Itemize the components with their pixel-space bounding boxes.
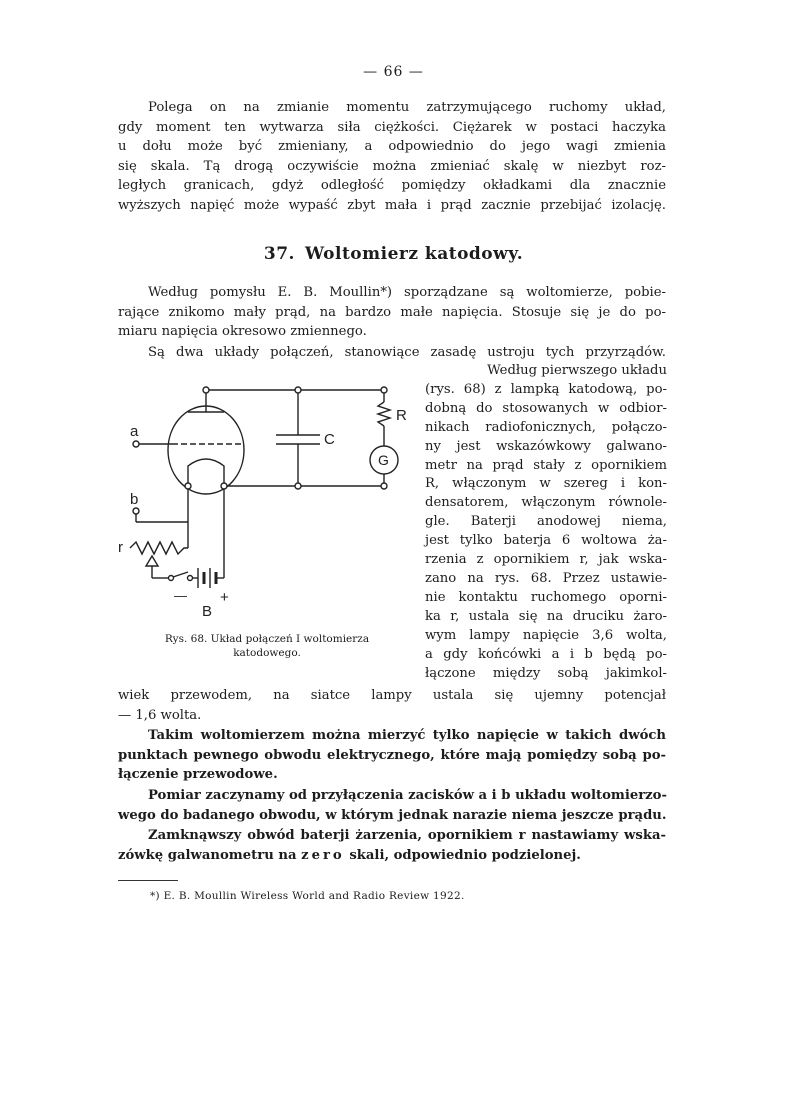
- text-line: [118, 846, 666, 866]
- paragraph-negative-potential: [118, 686, 666, 725]
- text-line: u dołu może być zmieniany, a odpowiednio do jego wagi zmienia: [118, 139, 666, 154]
- text-line: rające znikomo mały prąd, na bardzo małe napięcia. Stosuje się je do po-: [118, 304, 666, 320]
- text-line: a gdy końcówki a i b będą po-: [425, 646, 667, 662]
- paragraph-moullin: [118, 283, 666, 342]
- circuit-diagram: [116, 378, 416, 628]
- text-line: łączenie przewodowe.: [118, 767, 278, 782]
- label-B: B: [202, 603, 213, 620]
- text-line: zano na rys. 68. Przez ustawie-: [425, 570, 667, 586]
- text-line: Według pomysłu E. B. Moullin*) sporządzane są woltomierze, pobie-: [148, 285, 666, 300]
- text-line: rzenia z opornikiem r, jak wska-: [425, 552, 667, 568]
- text-fragment: zówkę galwanometru na: [118, 847, 297, 863]
- caption-line: katodowego.: [233, 647, 301, 659]
- text-line: metr na prąd stały z opornikiem: [425, 457, 667, 473]
- label-r: r: [118, 539, 123, 556]
- page-number: — 66 —: [363, 64, 424, 80]
- text-line: wego do badanego obwodu, w którym jednak narazie niema jeszcze prądu.: [118, 807, 667, 823]
- text-line: gdy moment ten wytwarza siła ciężkości. Ciężarek w postaci haczyka: [118, 119, 666, 135]
- footnote: *) E. B. Moullin Wireless World and Radio Review 1922.: [150, 890, 465, 902]
- label-G: G: [378, 452, 389, 468]
- label-minus: —: [174, 588, 187, 603]
- text-line: — 1,6 wolta.: [118, 707, 202, 723]
- paragraph-two-systems: [118, 343, 666, 363]
- text-line: Polega on na zmianie momentu zatrzymującego ruchomy układ,: [148, 100, 666, 115]
- text-line: dobną do stosowanych w odbior-: [425, 400, 667, 416]
- text-line: wyższych napięć może wypaść zbyt mała i prąd zacznie przebijać izolację.: [118, 197, 666, 213]
- text-line: wiek przewodem, na siatce lampy ustala się ujemny potencjał: [118, 688, 666, 703]
- text-line: Pomiar zaczynamy od przyłączenia zacisków a i b układu woltomierzo-: [148, 788, 667, 803]
- text-line: gle. Baterji anodowej niema,: [425, 514, 667, 530]
- text-line: miaru napięcia okresowo zmiennego.: [118, 324, 367, 339]
- paragraph-start: [118, 786, 666, 825]
- label-a: a: [130, 423, 139, 440]
- text-line: Zamknąwszy obwód baterji żarzenia, opornikiem r nastawiamy wska-: [148, 828, 666, 843]
- text-line: nikach radiofonicznych, połączo-: [425, 419, 667, 435]
- text-line: (rys. 68) z lampką katodową, po-: [425, 381, 667, 397]
- text-line: się skala. Tą drogą oczywiście można zmieniać skalę w niezbyt roz-: [118, 158, 666, 174]
- label-R: R: [396, 407, 407, 424]
- section-heading: [0, 244, 787, 264]
- text-line: ległych granicach, gdyż odległość pomiędzy okładkami dla znacznie: [118, 178, 666, 193]
- text-line: densatorem, włączonym równole-: [425, 495, 667, 511]
- text-line: ka r, ustala się na druciku żaro-: [425, 608, 667, 624]
- text-line: Są dwa układy połączeń, stanowiące zasadę ustroju tych przyrządów.: [148, 345, 666, 360]
- intro-paragraph: [118, 98, 666, 215]
- figure-caption: [138, 632, 396, 660]
- label-C: C: [324, 431, 335, 448]
- paragraph-zero: [118, 826, 666, 865]
- text-line: jest tylko baterja 6 woltowa ża-: [425, 533, 667, 549]
- label-b: b: [130, 491, 139, 508]
- text-line: ny jest wskazówkowy galwano-: [425, 438, 667, 454]
- text-line: punktach pewnego obwodu elektrycznego, które mają pomiędzy sobą po-: [118, 747, 666, 763]
- text-line: Według pierwszego układu: [487, 363, 667, 378]
- paragraph-first-system: [425, 362, 667, 683]
- text-line: łączone między sobą jakimkol-: [425, 665, 667, 681]
- footnote-divider: [118, 880, 178, 881]
- section-title: Woltomierz katodowy.: [304, 244, 524, 264]
- text-fragment-spaced: zero: [301, 847, 345, 863]
- label-plus: +: [220, 589, 229, 606]
- section-number: 37.: [263, 244, 295, 264]
- caption-line: Rys. 68. Układ połączeń I woltomierza: [164, 633, 370, 645]
- text-fragment: skali, odpowiednio podzielonej.: [349, 847, 581, 863]
- text-line: Takim woltomierzem można mierzyć tylko napięcie w takich dwóch: [148, 728, 666, 743]
- text-line: nie kontaktu ruchomego oporni-: [425, 589, 667, 605]
- text-line: wym lampy napięcie 3,6 wolta,: [425, 627, 667, 643]
- paragraph-measurement: [118, 726, 666, 785]
- text-line: R, włączonym w szereg i kon-: [425, 476, 667, 492]
